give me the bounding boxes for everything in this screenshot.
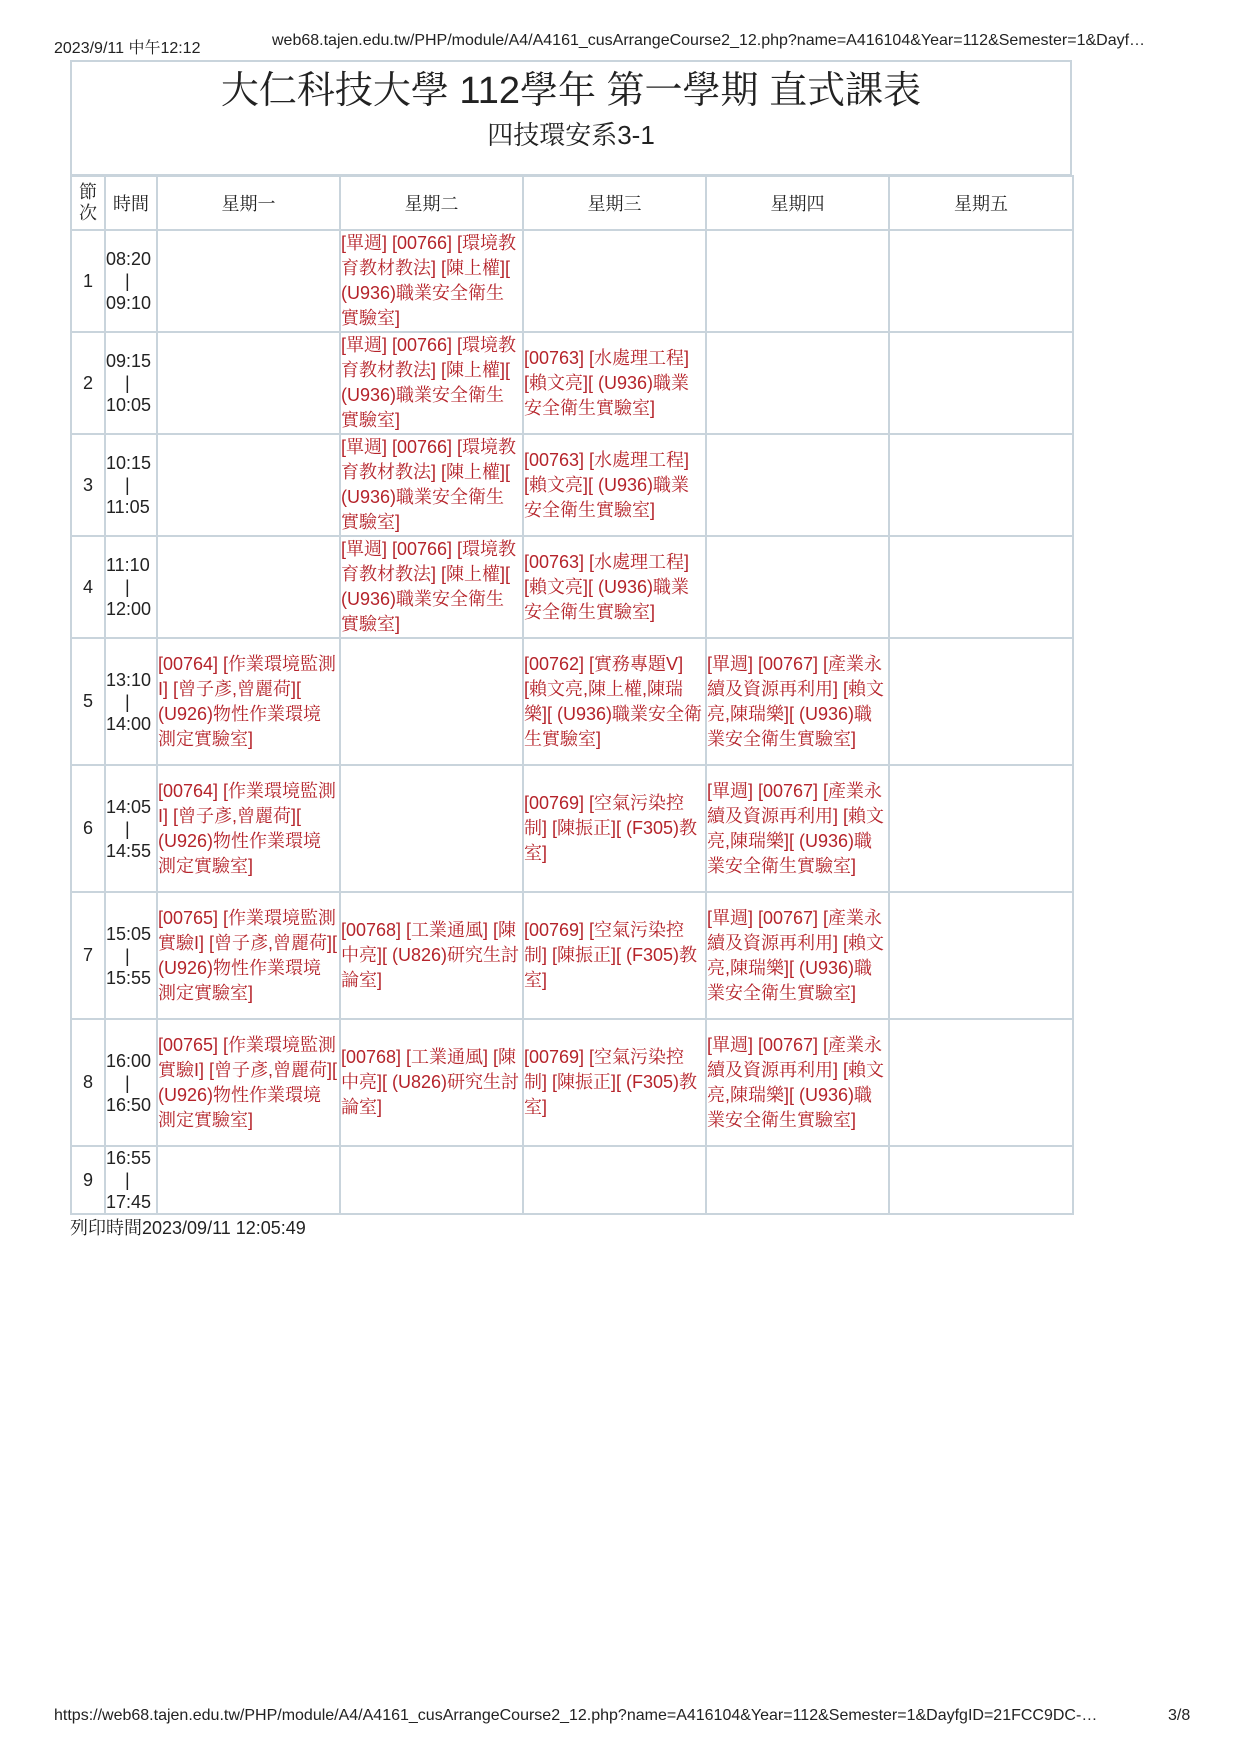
course-cell [706,1146,889,1214]
time-separator: | [125,1072,130,1093]
start-time: 09:15 [106,351,152,371]
period-time [105,230,157,332]
course-cell [157,332,340,434]
table-row [71,1146,1073,1214]
time-separator: | [125,691,130,712]
period-number: 1 [71,230,105,332]
course-cell: [單週] [00767] [產業永續及資源再利用] [賴文亮,陳瑞樂][ (U936)職業安全衛生實驗室] [706,1019,889,1146]
course-cell [706,332,889,434]
page-url-footer: https://web68.tajen.edu.tw/PHP/module/A4/A4161_cusArrangeCourse2_12.php?name=A416104&Year=112&Semester=1&DayfgID=21FCC9DC-… [54,1707,1098,1724]
period-number: 9 [71,1146,105,1214]
page-title: 大仁科技大學 112學年 第一學期 直式課表 [220,70,922,112]
table-row [71,638,1073,765]
course-cell: [單週] [00766] [環境教育教材教法] [陳上權][ (U936)職業安全衛生實驗室] [340,230,523,332]
title-box [70,60,1072,176]
period-time [105,434,157,536]
end-time: 14:00 [106,713,152,734]
course-cell: [00765] [作業環境監測實驗I] [曾子彥,曾麗荷][ (U926)物性作業環境測定實驗室] [157,1019,340,1146]
header-tuesday: 星期二 [340,176,523,230]
course-cell: [00763] [水處理工程] [賴文亮][ (U936)職業安全衛生實驗室] [523,434,706,536]
course-cell [706,536,889,638]
end-time: 15:55 [106,967,152,988]
end-time: 09:10 [106,293,152,313]
time-separator: | [125,373,130,393]
period-time [105,536,157,638]
start-time: 10:15 [106,453,152,473]
header-thursday: 星期四 [706,176,889,230]
course-cell [706,434,889,536]
course-cell: [單週] [00766] [環境教育教材教法] [陳上權][ (U936)職業安全衛生實驗室] [340,434,523,536]
period-time [105,1146,157,1214]
course-cell [889,765,1073,892]
course-cell [889,892,1073,1019]
course-cell: [單週] [00767] [產業永續及資源再利用] [賴文亮,陳瑞樂][ (U936)職業安全衛生實驗室] [706,638,889,765]
header-row [71,176,1073,230]
period-time [105,765,157,892]
start-time: 08:20 [106,249,152,269]
course-cell [889,1146,1073,1214]
course-cell [706,230,889,332]
course-cell [157,434,340,536]
course-cell: [單週] [00766] [環境教育教材教法] [陳上權][ (U936)職業安全衛生實驗室] [340,332,523,434]
course-cell [157,536,340,638]
period-number: 2 [71,332,105,434]
time-separator: | [125,945,130,966]
period-time [105,892,157,1019]
period-number: 4 [71,536,105,638]
course-cell: [單週] [00766] [環境教育教材教法] [陳上權][ (U936)職業安全衛生實驗室] [340,536,523,638]
course-cell [889,230,1073,332]
course-cell [523,230,706,332]
start-time: 16:55 [106,1148,152,1168]
course-cell [340,765,523,892]
period-time [105,332,157,434]
course-cell: [00769] [空氣污染控制] [陳振正][ (F305)教室] [523,765,706,892]
header-monday: 星期一 [157,176,340,230]
period-number: 3 [71,434,105,536]
end-time: 10:05 [106,395,152,415]
start-time: 16:00 [106,1050,152,1071]
end-time: 12:00 [106,599,152,619]
table-row [71,230,1073,332]
course-cell: [00769] [空氣污染控制] [陳振正][ (F305)教室] [523,1019,706,1146]
header-wednesday: 星期三 [523,176,706,230]
table-row [71,536,1073,638]
period-number: 6 [71,765,105,892]
course-cell [889,536,1073,638]
header-friday: 星期五 [889,176,1073,230]
course-cell [889,638,1073,765]
course-cell: [00768] [工業通風] [陳中亮][ (U826)研究生討論室] [340,892,523,1019]
course-cell: [單週] [00767] [產業永續及資源再利用] [賴文亮,陳瑞樂][ (U936)職業安全衛生實驗室] [706,765,889,892]
period-time [105,638,157,765]
period-number: 5 [71,638,105,765]
course-cell: [00763] [水處理工程] [賴文亮][ (U936)職業安全衛生實驗室] [523,332,706,434]
start-time: 14:05 [106,796,152,817]
end-time: 14:55 [106,840,152,861]
end-time: 17:45 [106,1192,152,1212]
course-cell: [00764] [作業環境監測I] [曾子彥,曾麗荷][ (U926)物性作業環境測定實驗室] [157,638,340,765]
start-time: 15:05 [106,923,152,944]
course-cell: [00769] [空氣污染控制] [陳振正][ (F305)教室] [523,892,706,1019]
table-row [71,1019,1073,1146]
course-cell [889,332,1073,434]
course-cell [523,1146,706,1214]
end-time: 16:50 [106,1094,152,1115]
course-cell [157,1146,340,1214]
course-cell: [單週] [00767] [產業永續及資源再利用] [賴文亮,陳瑞樂][ (U936)職業安全衛生實驗室] [706,892,889,1019]
course-cell: [00763] [水處理工程] [賴文亮][ (U936)職業安全衛生實驗室] [523,536,706,638]
course-cell [889,434,1073,536]
timetable [70,175,1074,1215]
class-name: 四技環安系3-1 [487,120,655,150]
time-separator: | [125,1170,130,1190]
period-time [105,1019,157,1146]
time-separator: | [125,271,130,291]
course-cell [157,230,340,332]
course-cell [889,1019,1073,1146]
table-row [71,332,1073,434]
printed-time: 列印時間2023/09/11 12:05:49 [70,1218,306,1238]
page-url-header: web68.tajen.edu.tw/PHP/module/A4/A4161_cusArrangeCourse2_12.php?name=A416104&Year=112&Semester=1&Dayf… [272,32,1146,49]
header-time: 時間 [105,176,157,230]
start-time: 11:10 [106,555,150,575]
course-cell [340,638,523,765]
time-separator: | [125,577,130,597]
table-row [71,434,1073,536]
page-number: 3/8 [1168,1707,1191,1724]
header-period: 節次 [71,176,105,230]
end-time: 11:05 [106,497,150,517]
start-time: 13:10 [106,669,152,690]
time-separator: | [125,818,130,839]
course-cell: [00764] [作業環境監測I] [曾子彥,曾麗荷][ (U926)物性作業環境測定實驗室] [157,765,340,892]
period-number: 7 [71,892,105,1019]
table-row [71,765,1073,892]
course-cell [340,1146,523,1214]
time-separator: | [125,475,130,495]
print-timestamp: 2023/9/11 中午12:12 [54,40,201,57]
period-number: 8 [71,1019,105,1146]
course-cell: [00765] [作業環境監測實驗I] [曾子彥,曾麗荷][ (U926)物性作業環境測定實驗室] [157,892,340,1019]
course-cell: [00768] [工業通風] [陳中亮][ (U826)研究生討論室] [340,1019,523,1146]
table-row [71,892,1073,1019]
course-cell: [00762] [實務專題V] [賴文亮,陳上權,陳瑞樂][ (U936)職業安全衛生實驗室] [523,638,706,765]
